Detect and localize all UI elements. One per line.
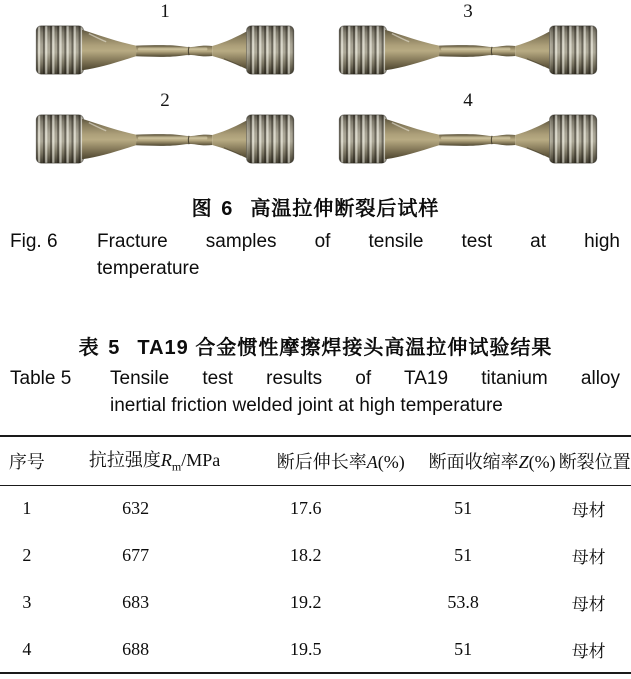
figure-caption-cn-text: 高温拉伸断裂后试样	[250, 198, 440, 220]
figure-caption-en-text	[97, 228, 620, 282]
table-caption-en-label: Table 5	[10, 368, 72, 389]
cell-elongation: 17.6	[289, 498, 322, 519]
cell-index: 3	[22, 592, 32, 612]
figure-caption-cn	[0, 192, 631, 221]
cell-tensile-strength: 688	[122, 638, 150, 659]
cell-index: 4	[22, 638, 32, 659]
cell-fracture-location: 母材	[571, 548, 606, 567]
cell-fracture-location: 母材	[571, 501, 606, 521]
cell-tensile-strength: 677	[122, 545, 150, 565]
specimen-2-number: 2	[160, 90, 170, 111]
specimen-4-number: 4	[463, 90, 473, 111]
specimen-1-number: 1	[160, 1, 170, 22]
cell-reduction-of-area: 53.8	[447, 592, 479, 612]
figure-caption-cn-label: 图 6	[191, 198, 235, 220]
cell-elongation: 19.5	[289, 638, 322, 659]
figure-caption-en-label: Fig. 6	[10, 231, 58, 252]
cell-elongation: 18.2	[289, 545, 322, 565]
table-row-1	[0, 485, 631, 532]
specimen-3-photo	[333, 23, 603, 77]
table-row-4	[0, 626, 631, 673]
cell-tensile-strength: 683	[122, 592, 150, 612]
specimen-4-photo	[333, 112, 603, 166]
table-caption-en-line2: inertial friction welded joint at high temperature	[110, 395, 503, 416]
cell-fracture-location: 母材	[571, 641, 606, 661]
table-row-3	[0, 579, 631, 626]
cell-index: 2	[22, 545, 32, 565]
table-caption-en-line1: Tensile test results of TA19 titanium alloy	[110, 368, 620, 389]
specimen-4	[333, 91, 603, 166]
cell-index: 1	[22, 498, 32, 519]
specimen-1-photo	[30, 23, 300, 77]
figure-caption-en-line2: temperature	[97, 258, 200, 279]
table-caption-en-text	[110, 365, 620, 419]
specimen-2-photo	[30, 112, 300, 166]
cell-fracture-location: 母材	[571, 595, 606, 614]
col-header-reduction-of-area: 断面收缩率Z(%)	[426, 436, 559, 485]
col-header-tensile-strength: 抗拉强度$R_m$/MPa	[54, 436, 256, 485]
col-header-index: 序号	[0, 436, 54, 485]
col-header-fracture-location: 断裂位置	[558, 436, 631, 485]
figure-caption-en	[0, 228, 631, 282]
table-caption-en	[0, 365, 631, 419]
cell-tensile-strength: 632	[122, 498, 150, 519]
results-table	[0, 435, 631, 674]
table-caption-cn-text: TA19 合金惯性摩擦焊接头高温拉伸试验结果	[137, 337, 553, 359]
table-caption-cn	[0, 331, 631, 360]
table-row-2	[0, 532, 631, 579]
cell-reduction-of-area: 51	[454, 498, 473, 519]
table-caption-cn-label: 表 5	[78, 337, 122, 359]
table-header-row	[0, 436, 631, 485]
results-table-wrap	[0, 435, 631, 674]
cell-elongation: 19.2	[289, 592, 322, 612]
specimen-3-number: 3	[463, 1, 473, 22]
col-header-elongation: 断后伸长率A(%)	[256, 436, 426, 485]
cell-reduction-of-area: 51	[454, 638, 473, 659]
specimen-2	[30, 91, 300, 166]
specimen-3	[333, 2, 603, 77]
specimen-1	[30, 2, 300, 77]
cell-reduction-of-area: 51	[454, 545, 473, 565]
figure-6-photos	[0, 0, 631, 166]
figure-caption-en-line1: Fracture samples of tensile test at high	[97, 231, 620, 252]
